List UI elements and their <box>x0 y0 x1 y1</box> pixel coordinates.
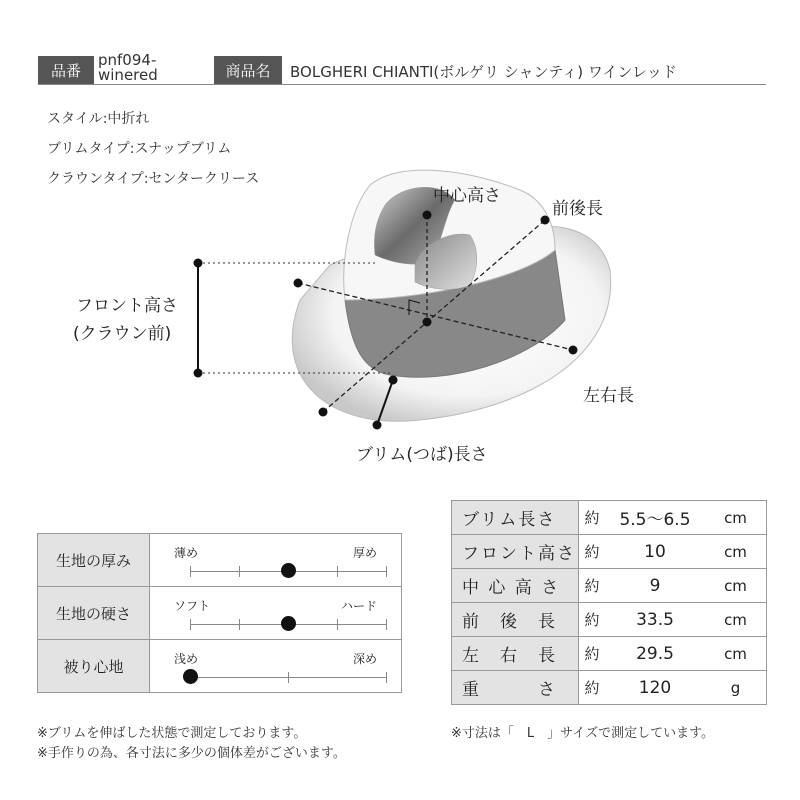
size-unit: cm <box>705 501 767 535</box>
size-row <box>452 535 767 569</box>
size-approx: 約 <box>579 671 606 705</box>
size-row <box>452 501 767 535</box>
size-value: 33.5 <box>605 603 705 637</box>
size-unit: cm <box>705 603 767 637</box>
size-approx: 約 <box>579 637 606 671</box>
scale-right-label: 厚め <box>352 546 377 560</box>
note-brim-measure: ※ブリムを伸ばした状態で測定しております。 <box>37 726 307 741</box>
size-row <box>452 603 767 637</box>
scale-left-label: ソフト <box>174 599 211 613</box>
left-right-dot-right <box>569 346 578 355</box>
size-row <box>452 671 767 705</box>
label-center-height: 中心高さ <box>433 186 501 206</box>
note-handmade: ※手作りの為、各寸法に多少の個体差がございます。 <box>37 746 346 761</box>
scale-tick <box>386 672 387 683</box>
size-label: フロント高さ <box>452 535 579 569</box>
size-label: ブリム長さ <box>452 501 579 535</box>
size-row <box>452 637 767 671</box>
size-row <box>452 569 767 603</box>
left-right-dot-left <box>294 279 303 288</box>
fabric-name: 生地の厚み <box>38 534 150 587</box>
fabric-scale-cell <box>150 534 402 587</box>
size-value: 9 <box>605 569 705 603</box>
scale-level-dot <box>281 563 296 578</box>
size-label: 前 後 長 <box>452 603 579 637</box>
product-code-line2: winered <box>98 66 158 84</box>
scale-tick <box>190 619 191 630</box>
label-front-height-1: フロント高さ <box>76 296 178 316</box>
size-approx: 約 <box>579 535 606 569</box>
scale-level-dot <box>183 669 198 684</box>
size-unit: cm <box>705 569 767 603</box>
fabric-row-thickness <box>38 534 402 587</box>
front-height-dot-bottom <box>194 369 203 378</box>
size-label: 左 右 長 <box>452 637 579 671</box>
center-height-dot-bottom <box>423 318 432 327</box>
size-value: 29.5 <box>605 637 705 671</box>
fabric-row-fit <box>38 640 402 693</box>
scale-right-label: ハード <box>340 599 377 613</box>
scale-tick <box>386 566 387 577</box>
code-label: 品番 <box>38 56 94 84</box>
scale-level-dot <box>281 616 296 631</box>
size-value: 5.5〜6.5 <box>605 501 705 535</box>
spec-crown-type: クラウンタイプ:センタークリース <box>47 171 260 187</box>
spec-style: スタイル:中折れ <box>47 111 150 127</box>
center-height-dot-top <box>423 211 432 220</box>
size-approx: 約 <box>579 501 606 535</box>
fabric-table <box>37 533 402 693</box>
label-left-right: 左右長 <box>583 386 634 406</box>
brim-length-dot-inner <box>389 376 398 385</box>
fabric-scale-cell <box>150 587 402 640</box>
scale <box>190 617 386 631</box>
scale-tick <box>239 619 240 630</box>
size-unit: cm <box>705 637 767 671</box>
scale-tick <box>337 566 338 577</box>
front-back-dot-back <box>541 216 550 225</box>
product-code-line1: pnf094- <box>98 51 157 69</box>
label-front-back: 前後長 <box>552 199 603 219</box>
fabric-row-hardness <box>38 587 402 640</box>
front-height-dot-top <box>194 259 203 268</box>
front-back-dot-front <box>319 408 328 417</box>
size-unit: g <box>705 671 767 705</box>
scale-left-label: 浅め <box>174 652 199 666</box>
scale-tick <box>386 619 387 630</box>
spec-brim-type: ブリムタイプ:スナップブリム <box>47 141 232 157</box>
size-label: 中 心 高 さ <box>452 569 579 603</box>
size-approx: 約 <box>579 603 606 637</box>
fabric-name: 生地の硬さ <box>38 587 150 640</box>
brim-length-dot-outer <box>373 421 382 430</box>
scale <box>190 564 386 578</box>
scale-tick <box>288 672 289 683</box>
size-value: 120 <box>605 671 705 705</box>
scale-tick <box>190 566 191 577</box>
size-table <box>451 500 767 705</box>
size-value: 10 <box>605 535 705 569</box>
label-front-height-2: (クラウン前) <box>73 324 172 344</box>
size-approx: 約 <box>579 569 606 603</box>
note-size: ※寸法は「 L 」サイズで測定しています。 <box>451 726 715 741</box>
label-brim-length: ブリム(つば)長さ <box>356 445 488 465</box>
fabric-name: 被り心地 <box>38 640 150 693</box>
scale-left-label: 薄め <box>174 546 199 560</box>
scale-right-label: 深め <box>352 652 377 666</box>
scale <box>190 670 386 684</box>
scale-tick <box>239 566 240 577</box>
product-name: BOLGHERI CHIANTI(ボルゲリ シャンティ) ワインレッド <box>290 63 677 81</box>
scale-tick <box>337 619 338 630</box>
fabric-scale-cell <box>150 640 402 693</box>
size-unit: cm <box>705 535 767 569</box>
name-label: 商品名 <box>214 56 282 84</box>
size-label: 重 さ <box>452 671 579 705</box>
